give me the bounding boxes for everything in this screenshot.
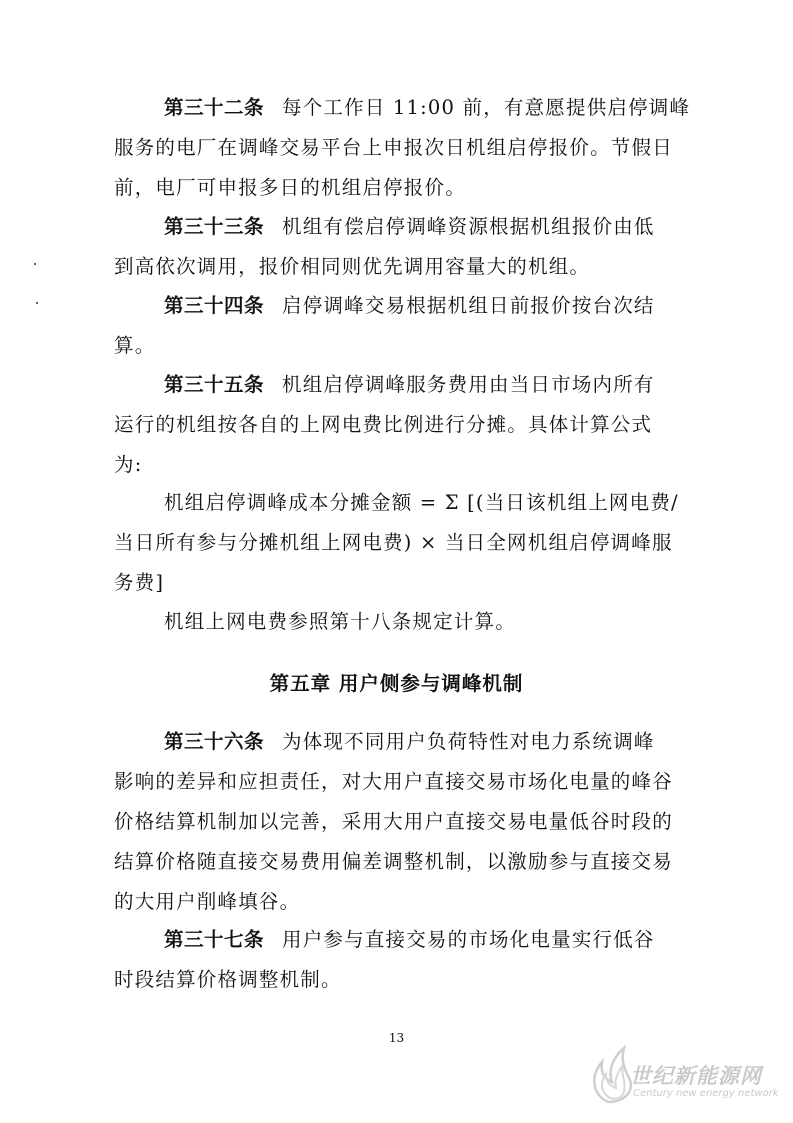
article-35-label: 第三十五条 bbox=[164, 373, 265, 396]
watermark-subtitle: Century new energy network bbox=[633, 1088, 779, 1099]
watermark-logo bbox=[588, 1040, 788, 1110]
article-33-line-2: 到高依次调用，报价相同则优先调用容量大的机组。 bbox=[114, 255, 591, 278]
article-36-label: 第三十六条 bbox=[164, 730, 265, 753]
article-36-line-3: 价格结算机制加以完善，采用大用户直接交易电量低谷时段的 bbox=[114, 810, 673, 833]
article-36-line-5: 的大用户削峰填谷。 bbox=[114, 890, 301, 913]
article-34-label: 第三十四条 bbox=[164, 294, 265, 317]
article-37-line-1: 第三十七条 用户参与直接交易的市场化电量实行低谷 bbox=[164, 928, 655, 951]
article-36-line-4: 结算价格随直接交易费用偏差调整机制，以激励参与直接交易 bbox=[114, 850, 673, 873]
article-35-line-2: 运行的机组按各自的上网电费比例进行分摊。具体计算公式 bbox=[114, 413, 653, 436]
formula-line-3: 务费] bbox=[114, 571, 165, 594]
article-37-label: 第三十七条 bbox=[164, 928, 265, 951]
formula-line-1: 机组启停调峰成本分摊金额 = Σ [(当日该机组上网电费/ bbox=[164, 491, 679, 514]
article-34-line-1: 第三十四条 启停调峰交易根据机组日前报价按台次结 bbox=[164, 294, 655, 317]
article-37-line-2: 时段结算价格调整机制。 bbox=[114, 968, 342, 991]
chapter-title: 第五章 用户侧参与调峰机制 bbox=[269, 672, 524, 695]
article-35-line-1: 第三十五条 机组启停调峰服务费用由当日市场内所有 bbox=[164, 373, 655, 396]
scan-speck bbox=[34, 263, 36, 265]
article-33-label: 第三十三条 bbox=[164, 215, 265, 238]
article-34-line-2: 算。 bbox=[114, 334, 156, 357]
article-32-line-3: 前，电厂可申报多日的机组启停报价。 bbox=[114, 176, 466, 199]
article-36-line-2: 影响的差异和应担责任，对大用户直接交易市场化电量的峰谷 bbox=[114, 770, 673, 793]
article-33-line-1: 第三十三条 机组有偿启停调峰资源根据机组报价由低 bbox=[164, 215, 655, 238]
article-35-line-3: 为: bbox=[114, 453, 143, 476]
article-32-line-2: 服务的电厂在调峰交易平台上申报次日机组启停报价。节假日 bbox=[114, 136, 673, 159]
scan-speck bbox=[36, 302, 38, 304]
watermark-text: 世纪新能源网 bbox=[630, 1064, 762, 1088]
article-32-label: 第三十二条 bbox=[164, 96, 265, 119]
article-32-line-1: 第三十二条 每个工作日 11:00 前，有意愿提供启停调峰 bbox=[164, 96, 691, 119]
flame-logo-icon bbox=[588, 1044, 636, 1106]
formula-line-2: 当日所有参与分摊机组上网电费) × 当日全网机组启停调峰服 bbox=[114, 531, 673, 554]
page-number: 13 bbox=[388, 1031, 405, 1045]
article-36-line-1: 第三十六条 为体现不同用户负荷特性对电力系统调峰 bbox=[164, 730, 655, 753]
note-line: 机组上网电费参照第十八条规定计算。 bbox=[164, 610, 516, 633]
